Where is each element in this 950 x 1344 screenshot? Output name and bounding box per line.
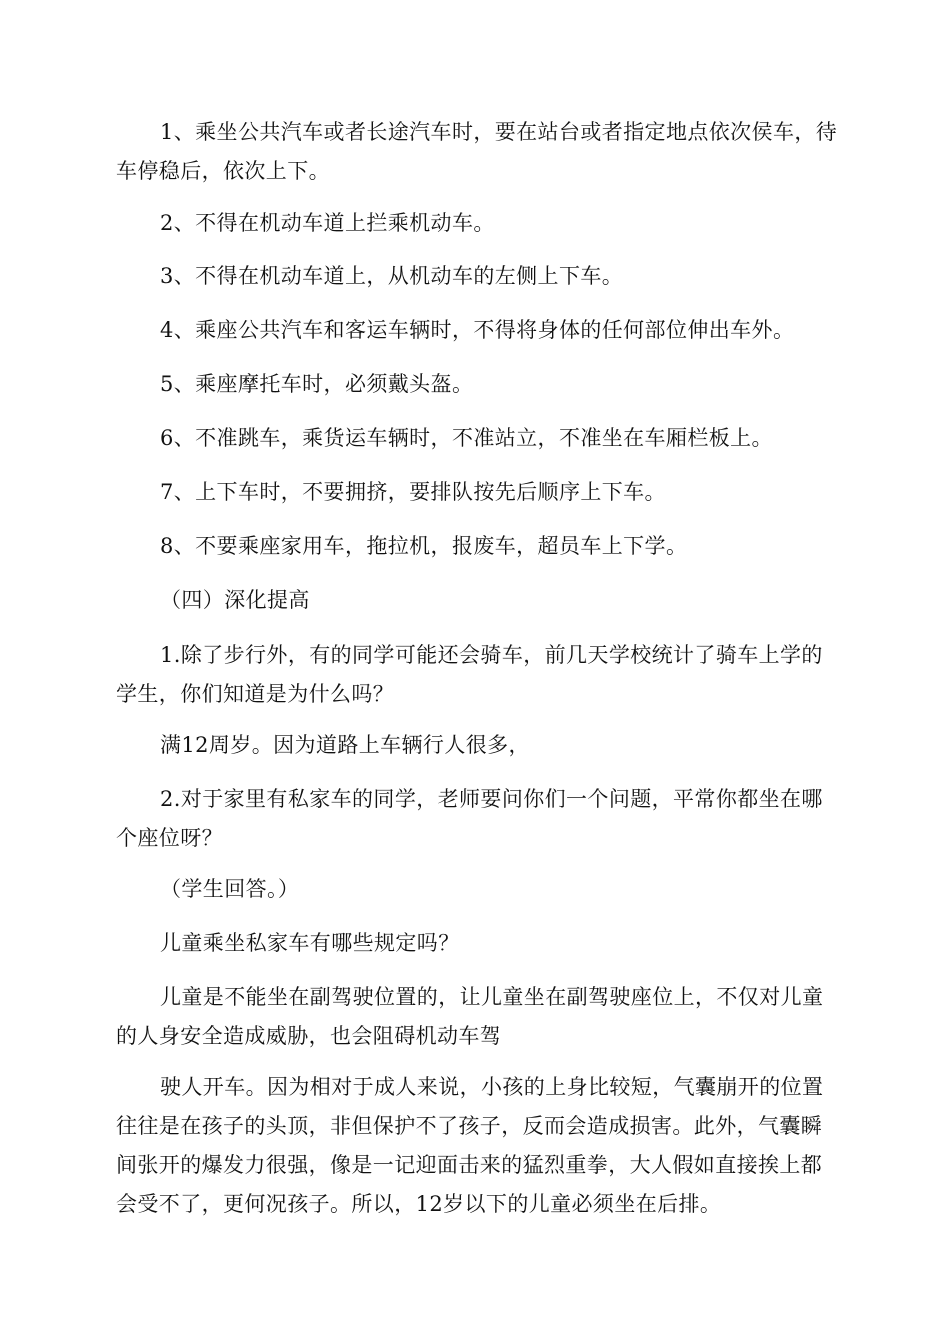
question-3: 儿童乘坐私家车有哪些规定吗？: [160, 931, 460, 955]
student-answer-note: （学生回答。）: [160, 877, 300, 901]
question-1: 1.除了步行外，有的同学可能还会骑车，前几天学校统计了骑车上学的学生，你们知道是为什么吗？: [116, 643, 823, 706]
paragraph-rule-3: 3、不得在机动车道上，从机动车的左侧上下车。: [160, 264, 624, 288]
section-heading: （四）深化提高: [160, 588, 310, 612]
answer-1: 满12周岁。因为道路上车辆行人很多，: [160, 733, 530, 757]
question-2: 2.对于家里有私家车的同学，老师要问你们一个问题，平常你都坐在哪个座位呀？: [116, 787, 823, 850]
paragraph-rule-4: 4、乘座公共汽车和客运车辆时，不得将身体的任何部位伸出车外。: [160, 318, 795, 342]
paragraph-rule-8: 8、不要乘座家用车，拖拉机，报废车，超员车上下学。: [160, 534, 688, 558]
paragraph-rule-2: 2、不得在机动车道上拦乘机动车。: [160, 211, 495, 235]
paragraph-rule-7: 7、上下车时，不要拥挤，要排队按先后顺序上下车。: [160, 480, 666, 504]
paragraph-rule-1: 1、乘坐公共汽车或者长途汽车时，要在站台或者指定地点依次侯车，待车停稳后，依次上下。: [116, 120, 838, 183]
paragraph-airbag: 驶人开车。因为相对于成人来说，小孩的上身比较短，气囊崩开的位置往往是在孩子的头顶，非但保护不了孩子，反而会造成损害。此外，气囊瞬间张开的爆发力很强，像是一记迎面击来的猛烈重拳，大人假如直接挨上都会受不了，更何况孩子。所以，12岁以下的儿童必须坐在后排。: [116, 1075, 824, 1216]
paragraph-rule-6: 6、不准跳车，乘货运车辆时，不准站立，不准坐在车厢栏板上。: [160, 426, 773, 450]
paragraph-rule-5: 5、乘座摩托车时，必须戴头盔。: [160, 372, 474, 396]
paragraph-front-seat: 儿童是不能坐在副驾驶位置的，让儿童坐在副驾驶座位上，不仅对儿童的人身安全造成威胁，也会阻碍机动车驾: [116, 985, 824, 1048]
